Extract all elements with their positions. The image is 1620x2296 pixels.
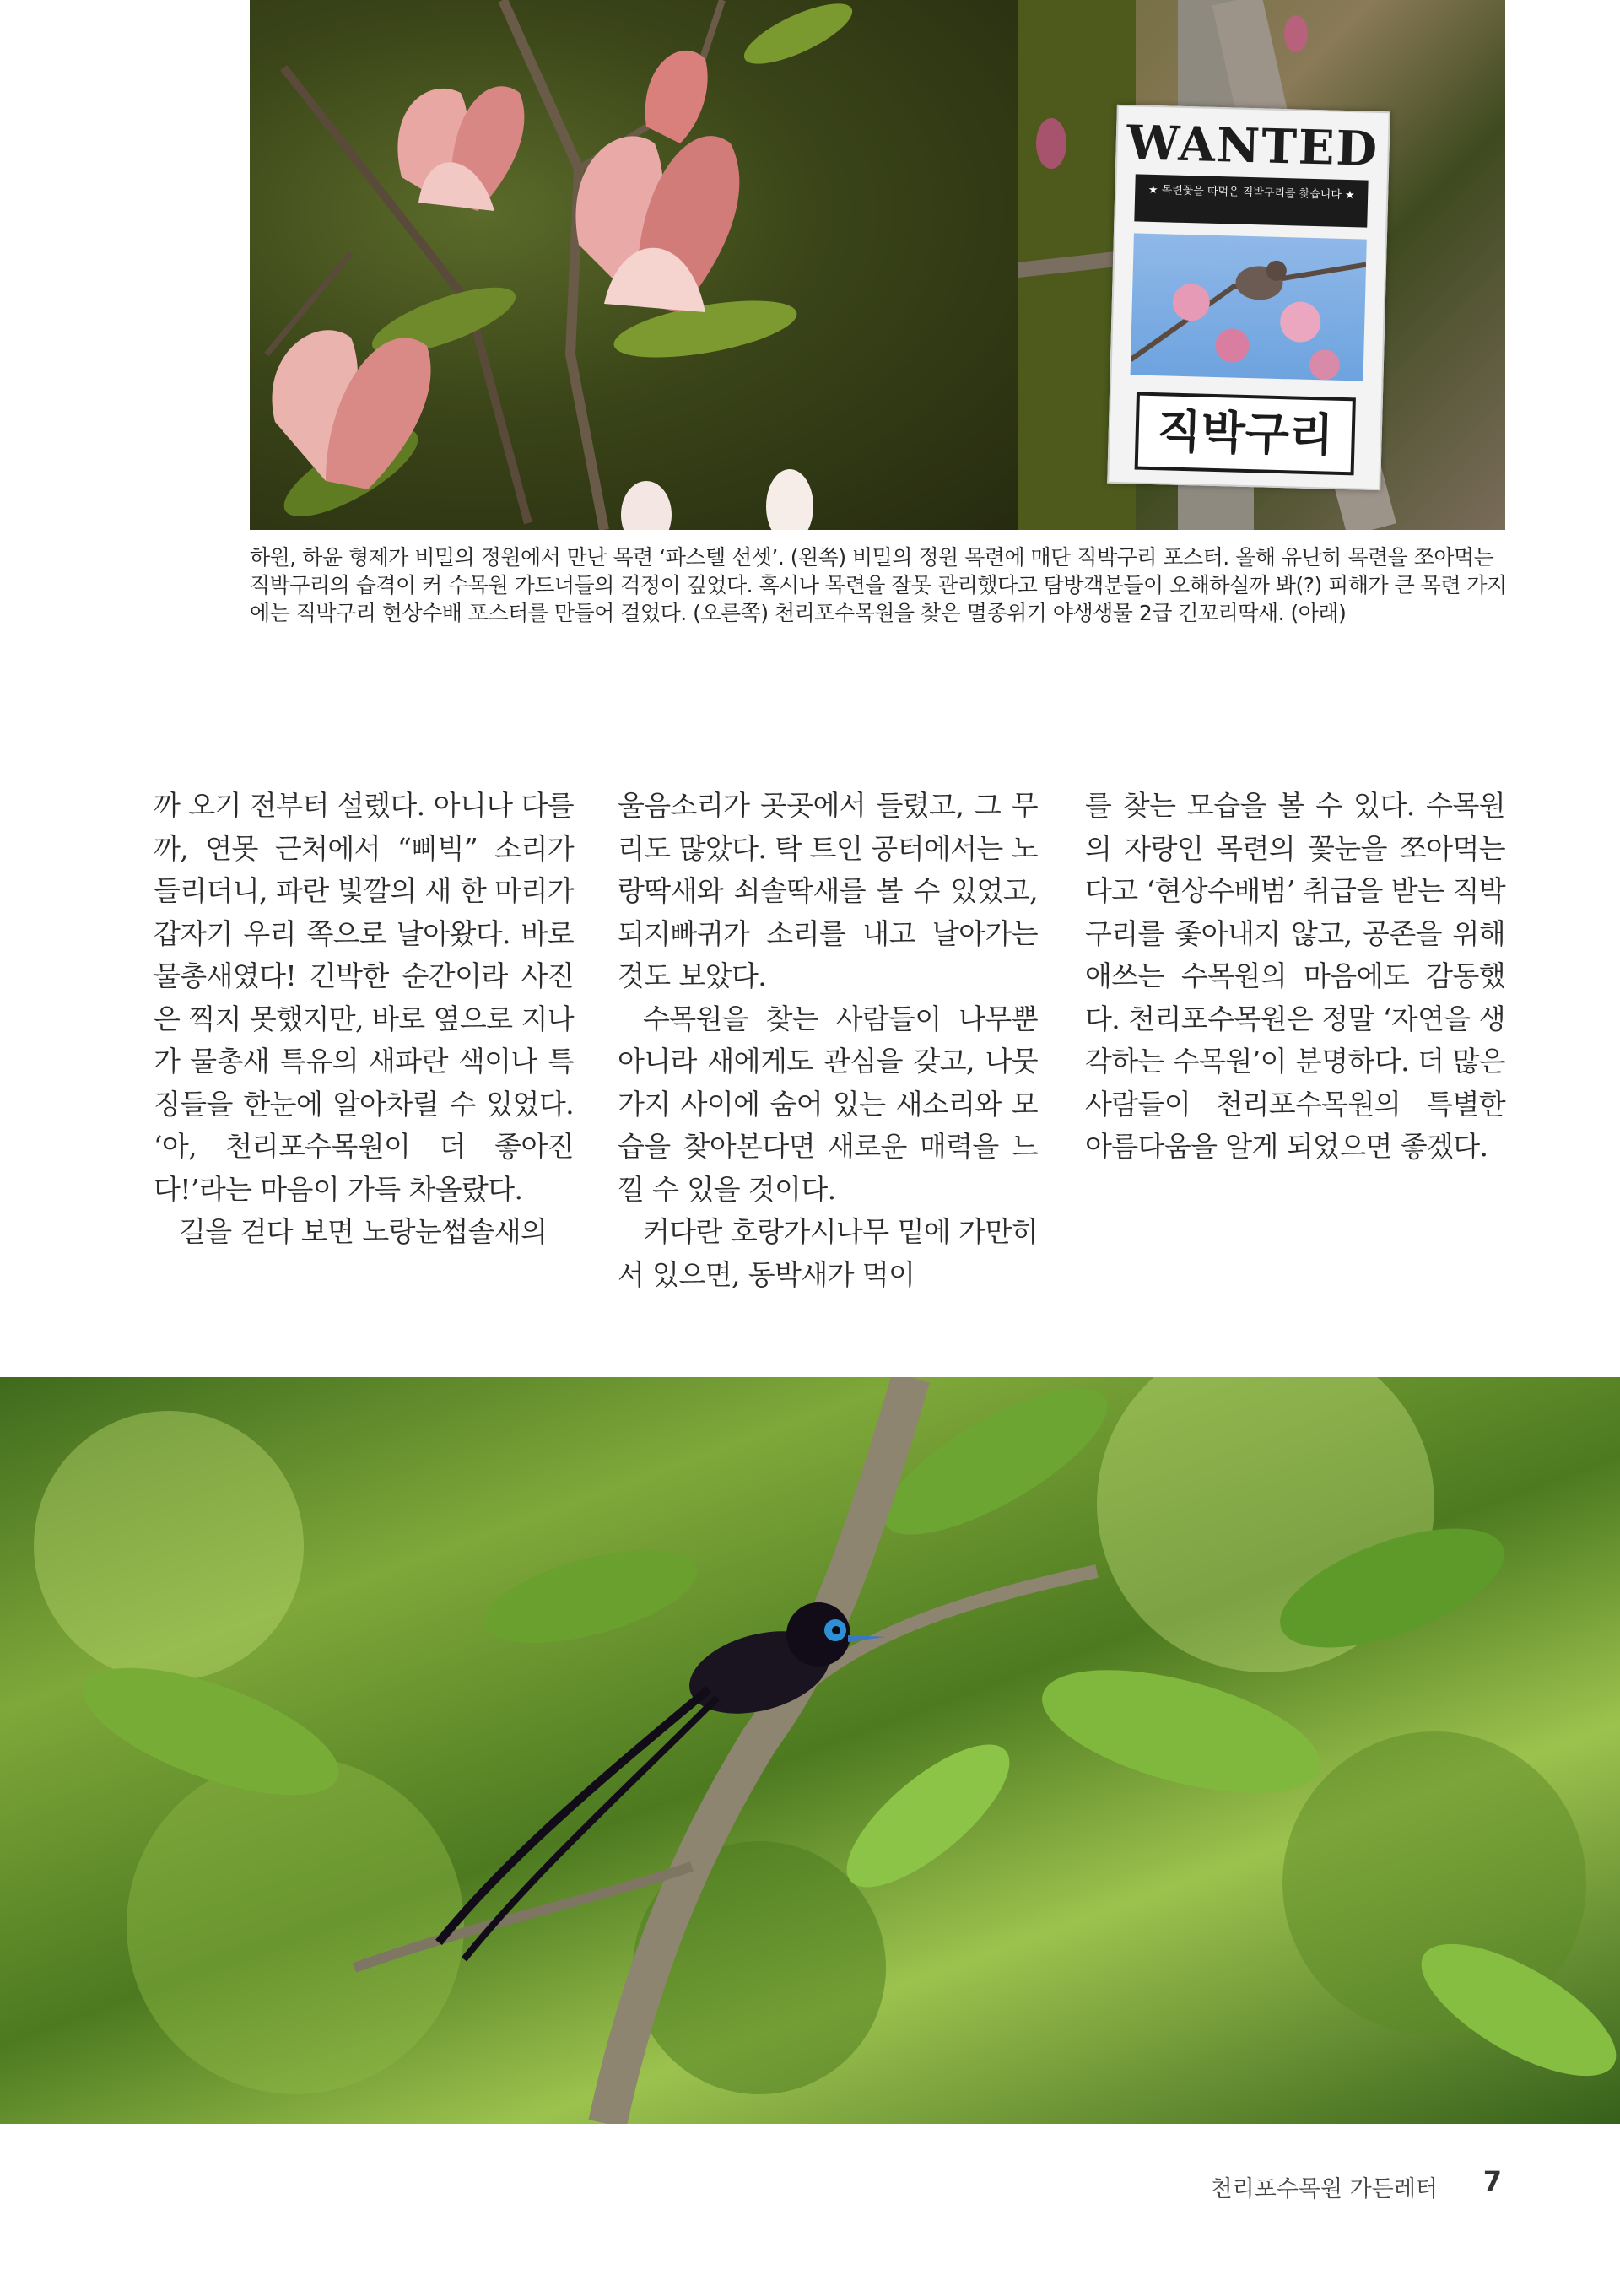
body-column-1 [154,785,574,1254]
paragraph: 까 오기 전부터 설렜다. 아니나 다를까, 연못 근처에서 “삐빅” 소리가 들리더니, 파란 빛깔의 새 한 마리가 갑자기 우리 쪽으로 날아왔다. 바로 물총새였다! 긴박한 순간이라 사진은 찍지 못했지만, 바로 옆으로 지나가 물총새 특유의 새파란 색이나 특징들을 한눈에 알아차릴 수 있었다. ‘아, 천리포수목원이 더 좋아진다!’라는 마음이 가득 차올랐다. [154,789,574,1206]
wanted-poster-photo [1018,0,1505,530]
poster-banner: ★ 목련꽃을 따먹은 직박구리를 찾습니다 ★ [1134,174,1368,227]
body-column-2 [618,785,1038,1296]
page-number: 7 [1482,2165,1502,2197]
magnolia-photo [250,0,1018,530]
wanted-poster [1107,105,1390,490]
body-column-3 [1085,785,1505,1169]
footer-publication: 천리포수목원 가든레터 [1210,2176,1438,2202]
paragraph: 울음소리가 곳곳에서 들렸고, 그 무리도 많았다. 탁 트인 공터에서는 노랑딱새와 쇠솔딱새를 볼 수 있었고, 되지빠귀가 소리를 내고 날아가는 것도 보았다. [618,789,1038,992]
flycatcher-photo [0,1377,1620,2124]
paragraph: 를 찾는 모습을 볼 수 있다. 수목원의 자랑인 목련의 꽃눈을 쪼아먹는다고 ‘현상수배범’ 취급을 받는 직박구리를 좇아내지 않고, 공존을 위해 애쓰는 수목원의 마음에도 감동했다. 천리포수목원은 정말 ‘자연을 생각하는 수목원’이 분명하다. 더 많은 사람들이 천리포수목원의 특별한 아름다움을 알게 되었으면 좋겠다. [1085,789,1505,1163]
paragraph: 수목원을 찾는 사람들이 나무뿐 아니라 새에게도 관심을 갖고, 나뭇가지 사이에 숨어 있는 새소리와 모습을 찾아본다면 새로운 매력을 느낄 수 있을 것이다. [618,1002,1038,1206]
poster-name: 직박구리 [1135,392,1356,476]
poster-bird-image [1131,233,1367,381]
poster-heading: WANTED [1126,115,1380,177]
paragraph: 커다란 호랑가시나무 밑에 가만히 서 있으면, 동박새가 먹이 [618,1215,1038,1291]
paragraph: 길을 걷다 보면 노랑눈썹솔새의 [179,1215,548,1248]
photo-caption: 하원, 하윤 형제가 비밀의 정원에서 만난 목련 ‘파스텔 선셋’. (왼쪽) 비밀의 정원 목련에 매단 직박구리 포스터. 올해 유난히 목련을 쪼아먹는 직박구리의 습격이 커 수목원 가드너들의 걱정이 깊었다. 혹시나 목련을 잘못 관리했다고 탐방객분들이 오해하실까 봐(?) 피해가 큰 목련 가지에는 직박구리 현상수배 포스터를 만들어 걸었다. (오른쪽) 천리포수목원을 찾은 멸종위기 야생생물 2급 긴꼬리딱새. (아래) [250,545,1507,625]
